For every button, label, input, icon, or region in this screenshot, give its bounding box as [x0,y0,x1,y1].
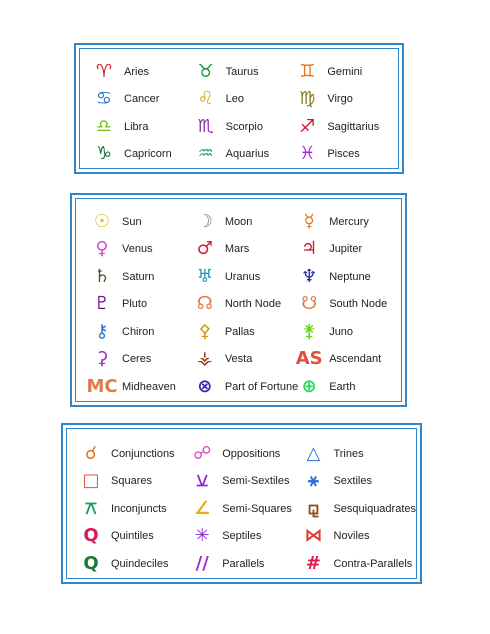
legend-label: Aries [124,65,150,78]
legend-item-moon [194,208,298,236]
legend-item-contra-parallel [302,550,416,578]
legend-item-juno [298,318,401,346]
gemini-icon: ♊ [299,60,316,82]
legend-label: Part of Fortune [224,380,299,393]
aspects-panel [61,423,422,584]
legend-item-venus [91,236,194,264]
quindecile-icon: Q [83,552,99,574]
legend-label: Saturn [122,270,155,283]
legend-label: Chiron [122,325,155,338]
legend-item-neptune [298,263,401,291]
legend-label: Jupiter [329,243,363,256]
jupiter-icon: ♃ [301,238,318,260]
pisces-icon: ♓ [299,143,316,165]
legend-item-earth [298,373,401,401]
legend-item-virgo [296,86,398,114]
legend-label: Semi-Sextiles [222,475,290,488]
legend-label: Contra-Parallels [333,557,413,570]
legend-item-sesquiquadrate [302,495,416,523]
juno-icon: ⚵ [302,320,316,342]
legend-item-part-of-fortune [194,373,298,401]
capricorn-icon: ♑ [95,143,113,165]
pluto-icon: ♇ [93,293,111,315]
legend-item-taurus [195,58,297,86]
legend-label: Libra [124,120,149,133]
venus-icon: ♀ [95,238,109,260]
legend-label: Semi-Squares [222,502,292,515]
legend-item-north-node [194,291,298,319]
square-icon: □ [82,470,100,492]
chiron-icon: ⚷ [95,320,109,342]
leo-icon: ♌ [197,88,214,110]
legend-item-scorpio [195,113,297,141]
legend-item-semi-sextile [191,468,302,496]
mercury-icon: ☿ [303,210,315,232]
legend-label: Uranus [224,270,261,283]
ascendant-icon: AS [295,348,323,370]
vesta-icon: ⚶ [197,348,213,370]
libra-icon: ♎ [95,115,113,137]
legend-item-cancer [93,86,195,114]
sesquiquadrate-icon: ⚼ [307,497,320,519]
legend-label: Mars [224,243,250,256]
legend-label: Sun [122,215,142,228]
zodiac-signs-panel-inner [79,48,399,169]
legend-item-opposition [191,440,302,468]
novile-icon: ⋈ [304,525,323,547]
legend-item-midheaven [86,373,194,401]
legend-label: Septiles [222,530,262,543]
legend-item-quintile [80,523,191,551]
legend-label: Quindeciles [111,557,169,570]
midheaven-icon: MC [86,375,118,397]
opposition-icon: ☍ [193,442,212,464]
quintile-icon: Q [83,525,99,547]
legend-item-conjunction [80,440,191,468]
legend-item-square [80,468,191,496]
south-node-icon: ☋ [301,293,318,315]
legend-label: Capricorn [124,148,172,161]
legend-item-south-node [298,291,401,319]
legend-item-uranus [194,263,298,291]
legend-label: South Node [329,298,388,311]
legend-item-pallas [194,318,298,346]
planets-points-panel-inner [75,198,402,402]
legend-label: Ceres [122,353,152,366]
legend-item-sagittarius [296,113,398,141]
legend-label: Sesquiquadrates [333,502,416,515]
legend-item-capricorn [93,141,195,169]
legend-label: Sextiles [333,475,372,488]
legend-label: Pisces [327,148,360,161]
legend-label: Leo [225,93,245,106]
legend-item-sun [91,208,194,236]
legend-label: Moon [224,215,253,228]
legend-label: Mercury [329,215,369,228]
zodiac-signs-panel [74,43,404,174]
legend-item-chiron [91,318,194,346]
legend-label: Neptune [329,270,371,283]
legend-item-novile [302,523,416,551]
legend-item-septile [191,523,302,551]
sun-icon: ☉ [93,210,111,232]
legend-label: Scorpio [225,120,263,133]
legend-label: Juno [329,325,354,338]
legend-item-pisces [296,141,398,169]
mars-icon: ♂ [196,238,213,260]
legend-item-gemini [296,58,398,86]
legend-item-mars [194,236,298,264]
legend-label: Parallels [222,557,265,570]
sextile-icon: ⚹ [308,470,319,492]
sagittarius-icon: ♐ [299,115,316,137]
legend-item-ascendant [295,346,401,374]
legend-label: Quintiles [111,530,154,543]
aspects-panel-inner [66,428,417,579]
legend-item-leo [195,86,297,114]
semi-square-icon: ∠ [194,497,211,519]
septile-icon: ✳ [194,525,210,547]
legend-label: Midheaven [122,380,176,393]
legend-label: Noviles [333,530,370,543]
legend-label: Taurus [225,65,259,78]
legend-label: Pallas [224,325,255,338]
legend-label: Aquarius [225,148,270,161]
legend-item-sextile [302,468,416,496]
legend-label: Vesta [224,353,253,366]
legend-label: Conjunctions [111,447,175,460]
legend-label: Gemini [327,65,363,78]
aspects-grid [67,440,416,578]
legend-item-aries [93,58,195,86]
legend-item-ceres [91,346,194,374]
ceres-icon: ⚳ [95,348,109,370]
neptune-icon: ♆ [301,265,318,287]
semi-sextile-icon: ⚺ [196,470,209,492]
legend-item-vesta [194,346,298,374]
contra-parallel-icon: # [305,552,321,574]
moon-icon: ☽ [196,210,213,232]
legend-label: Cancer [124,93,160,106]
trine-icon: △ [306,442,321,464]
legend-item-mercury [298,208,401,236]
planets-points-grid [76,208,401,401]
legend-item-pluto [91,291,194,319]
legend-item-parallel [191,550,302,578]
scorpio-icon: ♏ [197,115,214,137]
legend-label: Oppositions [222,447,281,460]
zodiac-signs-grid [80,58,398,168]
virgo-icon: ♍ [299,88,316,110]
inconjunct-icon: ⚻ [85,497,97,519]
north-node-icon: ☊ [196,293,213,315]
legend-label: Venus [122,243,153,256]
legend-item-saturn [91,263,194,291]
legend-item-semi-square [191,495,302,523]
cancer-icon: ♋ [95,88,113,110]
legend-label: North Node [224,298,282,311]
legend-label: Trines [333,447,364,460]
legend-label: Pluto [122,298,148,311]
legend-label: Ascendant [329,353,382,366]
planets-points-panel [70,193,407,407]
legend-label: Earth [329,380,356,393]
saturn-icon: ♄ [93,265,111,287]
legend-item-jupiter [298,236,401,264]
parallel-icon: // [195,552,209,574]
legend-label: Virgo [327,93,353,106]
aries-icon: ♈ [95,60,113,82]
legend-item-aquarius [195,141,297,169]
legend-item-libra [93,113,195,141]
conjunction-icon: ☌ [84,442,98,464]
taurus-icon: ♉ [197,60,214,82]
aquarius-icon: ♒ [197,143,214,165]
legend-label: Squares [111,475,152,488]
legend-item-inconjunct [80,495,191,523]
pallas-icon: ⚴ [198,320,212,342]
legend-item-trine [302,440,416,468]
legend-label: Sagittarius [327,120,380,133]
part-of-fortune-icon: ⊗ [197,375,213,397]
uranus-icon: ♅ [196,265,213,287]
legend-item-quindecile [80,550,191,578]
legend-label: Inconjuncts [111,502,167,515]
earth-icon: ⊕ [301,375,317,397]
